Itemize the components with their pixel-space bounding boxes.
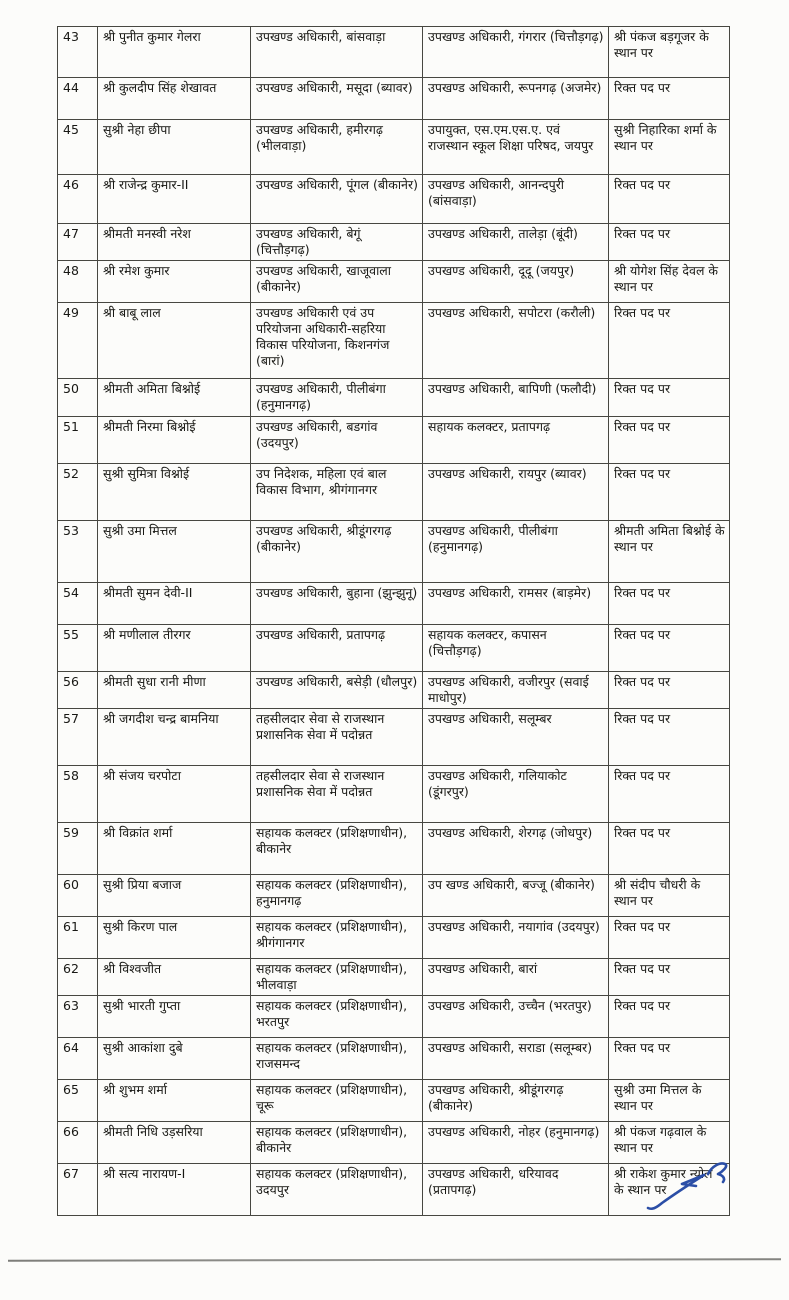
new-post-cell: उपखण्ड अधिकारी, तालेड़ा (बूंदी) — [423, 224, 609, 261]
remark-cell: रिक्त पद पर — [609, 224, 730, 261]
table-row — [58, 175, 730, 224]
new-post-cell: उपायुक्त, एस.एम.एस.ए. एवं राजस्थान स्कूल शिक्षा परिषद, जयपुर — [423, 120, 609, 175]
serial-number-cell: 50 — [58, 379, 98, 417]
table-row — [58, 303, 730, 379]
new-post-cell: उपखण्ड अधिकारी, वजीरपुर (सवाई माधोपुर) — [423, 672, 609, 709]
officer-name-cell: श्री रमेश कुमार — [98, 261, 251, 303]
table-row — [58, 672, 730, 709]
current-post-cell: उपखण्ड अधिकारी, बांसवाड़ा — [251, 27, 423, 78]
new-post-cell: उपखण्ड अधिकारी, दूदू (जयपुर) — [423, 261, 609, 303]
officer-name-cell: श्रीमती मनस्वी नरेश — [98, 224, 251, 261]
serial-number-cell: 49 — [58, 303, 98, 379]
current-post-cell: सहायक कलक्टर (प्रशिक्षणाधीन), भरतपुर — [251, 996, 423, 1038]
current-post-cell: उपखण्ड अधिकारी, मसूदा (ब्यावर) — [251, 78, 423, 120]
page-fold-divider — [8, 1258, 781, 1262]
serial-number-cell: 65 — [58, 1080, 98, 1122]
officer-name-cell: श्रीमती सुधा रानी मीणा — [98, 672, 251, 709]
serial-number-cell: 54 — [58, 583, 98, 625]
serial-number-cell: 48 — [58, 261, 98, 303]
remark-cell: श्री पंकज गढ़वाल के स्थान पर — [609, 1122, 730, 1164]
new-post-cell: उपखण्ड अधिकारी, रामसर (बाड़मेर) — [423, 583, 609, 625]
serial-number-cell: 56 — [58, 672, 98, 709]
serial-number-cell: 62 — [58, 959, 98, 996]
table-row — [58, 521, 730, 583]
current-post-cell: उपखण्ड अधिकारी, पीलीबंगा (हनुमानगढ़) — [251, 379, 423, 417]
serial-number-cell: 59 — [58, 823, 98, 875]
remark-cell: रिक्त पद पर — [609, 303, 730, 379]
signature-ink-icon — [638, 1158, 734, 1220]
officer-name-cell: श्री कुलदीप सिंह शेखावत — [98, 78, 251, 120]
officer-name-cell: श्रीमती सुमन देवी-II — [98, 583, 251, 625]
officer-name-cell: श्रीमती निधि उड़सरिया — [98, 1122, 251, 1164]
officer-name-cell: श्री संजय चरपोटा — [98, 766, 251, 823]
table-row — [58, 917, 730, 959]
current-post-cell: सहायक कलक्टर (प्रशिक्षणाधीन), भीलवाड़ा — [251, 959, 423, 996]
table-row — [58, 625, 730, 672]
remark-cell: श्री राकेश कुमार न्योल के स्थान पर — [609, 1164, 730, 1216]
new-post-cell: उप खण्ड अधिकारी, बज्जू (बीकानेर) — [423, 875, 609, 917]
current-post-cell: उपखण्ड अधिकारी, श्रीडूंगरगढ़ (बीकानेर) — [251, 521, 423, 583]
remark-cell: रिक्त पद पर — [609, 417, 730, 464]
table-row — [58, 224, 730, 261]
remark-cell: श्री संदीप चौधरी के स्थान पर — [609, 875, 730, 917]
current-post-cell: उपखण्ड अधिकारी, प्रतापगढ़ — [251, 625, 423, 672]
new-post-cell: उपखण्ड अधिकारी, गंगरार (चित्तौड़गढ़) — [423, 27, 609, 78]
officer-name-cell: सुश्री प्रिया बजाज — [98, 875, 251, 917]
table-row — [58, 1164, 730, 1216]
officer-name-cell: सुश्री उमा मित्तल — [98, 521, 251, 583]
serial-number-cell: 55 — [58, 625, 98, 672]
current-post-cell: उपखण्ड अधिकारी, बसेड़ी (धौलपुर) — [251, 672, 423, 709]
new-post-cell: उपखण्ड अधिकारी, आनन्दपुरी (बांसवाड़ा) — [423, 175, 609, 224]
serial-number-cell: 60 — [58, 875, 98, 917]
table-row — [58, 959, 730, 996]
new-post-cell: सहायक कलक्टर, कपासन (चित्तौड़गढ़) — [423, 625, 609, 672]
serial-number-cell: 51 — [58, 417, 98, 464]
officer-name-cell: श्री राजेन्द्र कुमार-II — [98, 175, 251, 224]
serial-number-cell: 63 — [58, 996, 98, 1038]
remark-cell: रिक्त पद पर — [609, 175, 730, 224]
officer-name-cell: सुश्री किरण पाल — [98, 917, 251, 959]
current-post-cell: उपखण्ड अधिकारी, बेगूं (चित्तौड़गढ़) — [251, 224, 423, 261]
current-post-cell: सहायक कलक्टर (प्रशिक्षणाधीन), बीकानेर — [251, 823, 423, 875]
officer-name-cell: श्री शुभम शर्मा — [98, 1080, 251, 1122]
table-row — [58, 1080, 730, 1122]
transfer-order-rows — [58, 27, 730, 1216]
officer-name-cell: सुश्री आकांशा दुबे — [98, 1038, 251, 1080]
serial-number-cell: 66 — [58, 1122, 98, 1164]
remark-cell: रिक्त पद पर — [609, 583, 730, 625]
new-post-cell: उपखण्ड अधिकारी, बापिणी (फलौदी) — [423, 379, 609, 417]
remark-cell: रिक्त पद पर — [609, 823, 730, 875]
remark-cell: रिक्त पद पर — [609, 625, 730, 672]
table-row — [58, 417, 730, 464]
serial-number-cell: 43 — [58, 27, 98, 78]
remark-cell: रिक्त पद पर — [609, 959, 730, 996]
officer-name-cell: सुश्री भारती गुप्ता — [98, 996, 251, 1038]
serial-number-cell: 61 — [58, 917, 98, 959]
current-post-cell: तहसीलदार सेवा से राजस्थान प्रशासनिक सेवा में पदोन्नत — [251, 766, 423, 823]
officer-name-cell: श्री जगदीश चन्द्र बामनिया — [98, 709, 251, 766]
table-row — [58, 766, 730, 823]
current-post-cell: उपखण्ड अधिकारी, हमीरगढ़ (भीलवाड़ा) — [251, 120, 423, 175]
officer-name-cell: श्री सत्य नारायण-I — [98, 1164, 251, 1216]
remark-cell: रिक्त पद पर — [609, 78, 730, 120]
remark-cell: श्रीमती अमिता बिश्नोई के स्थान पर — [609, 521, 730, 583]
new-post-cell: उपखण्ड अधिकारी, सराडा (सलूम्बर) — [423, 1038, 609, 1080]
serial-number-cell: 44 — [58, 78, 98, 120]
current-post-cell: उपखण्ड अधिकारी, पूंगल (बीकानेर) — [251, 175, 423, 224]
remark-cell: रिक्त पद पर — [609, 709, 730, 766]
remark-cell: रिक्त पद पर — [609, 1038, 730, 1080]
current-post-cell: सहायक कलक्टर (प्रशिक्षणाधीन), हनुमानगढ़ — [251, 875, 423, 917]
current-post-cell: उप निदेशक, महिला एवं बाल विकास विभाग, श्रीगंगानगर — [251, 464, 423, 521]
remark-cell: रिक्त पद पर — [609, 464, 730, 521]
current-post-cell: तहसीलदार सेवा से राजस्थान प्रशासनिक सेवा में पदोन्नत — [251, 709, 423, 766]
new-post-cell: उपखण्ड अधिकारी, रूपनगढ़ (अजमेर) — [423, 78, 609, 120]
table-row — [58, 261, 730, 303]
officer-name-cell: श्री बाबू लाल — [98, 303, 251, 379]
table-row — [58, 379, 730, 417]
serial-number-cell: 52 — [58, 464, 98, 521]
officer-name-cell: श्री विश्वजीत — [98, 959, 251, 996]
new-post-cell: उपखण्ड अधिकारी, धरियावद (प्रतापगढ़) — [423, 1164, 609, 1216]
new-post-cell: उपखण्ड अधिकारी, नोहर (हनुमानगढ़) — [423, 1122, 609, 1164]
table-row — [58, 583, 730, 625]
new-post-cell: उपखण्ड अधिकारी, बारां — [423, 959, 609, 996]
serial-number-cell: 47 — [58, 224, 98, 261]
remark-cell: रिक्त पद पर — [609, 996, 730, 1038]
new-post-cell: सहायक कलक्टर, प्रतापगढ़ — [423, 417, 609, 464]
serial-number-cell: 46 — [58, 175, 98, 224]
table-row — [58, 120, 730, 175]
current-post-cell: उपखण्ड अधिकारी एवं उप परियोजना अधिकारी-सहरिया विकास परियोजना, किशनगंज (बारां) — [251, 303, 423, 379]
table-row — [58, 996, 730, 1038]
new-post-cell: उपखण्ड अधिकारी, सलूम्बर — [423, 709, 609, 766]
new-post-cell: उपखण्ड अधिकारी, श्रीडूंगरगढ़ (बीकानेर) — [423, 1080, 609, 1122]
remark-cell: रिक्त पद पर — [609, 379, 730, 417]
current-post-cell: उपखण्ड अधिकारी, खाजूवाला (बीकानेर) — [251, 261, 423, 303]
table-row — [58, 709, 730, 766]
table-row — [58, 823, 730, 875]
serial-number-cell: 45 — [58, 120, 98, 175]
current-post-cell: उपखण्ड अधिकारी, बडगांव (उदयपुर) — [251, 417, 423, 464]
current-post-cell: सहायक कलक्टर (प्रशिक्षणाधीन), राजसमन्द — [251, 1038, 423, 1080]
officer-name-cell: श्री विक्रांत शर्मा — [98, 823, 251, 875]
current-post-cell: सहायक कलक्टर (प्रशिक्षणाधीन), चूरू — [251, 1080, 423, 1122]
officer-name-cell: श्री पुनीत कुमार गेलरा — [98, 27, 251, 78]
remark-cell: रिक्त पद पर — [609, 917, 730, 959]
serial-number-cell: 64 — [58, 1038, 98, 1080]
current-post-cell: सहायक कलक्टर (प्रशिक्षणाधीन), बीकानेर — [251, 1122, 423, 1164]
new-post-cell: उपखण्ड अधिकारी, उच्चैन (भरतपुर) — [423, 996, 609, 1038]
officer-name-cell: श्री मणीलाल तीरगर — [98, 625, 251, 672]
table-row — [58, 1038, 730, 1080]
officer-name-cell: श्रीमती निरमा बिश्नोई — [98, 417, 251, 464]
current-post-cell: सहायक कलक्टर (प्रशिक्षणाधीन), उदयपुर — [251, 1164, 423, 1216]
table-row — [58, 875, 730, 917]
remark-cell: सुश्री निहारिका शर्मा के स्थान पर — [609, 120, 730, 175]
new-post-cell: उपखण्ड अधिकारी, शेरगढ़ (जोधपुर) — [423, 823, 609, 875]
table-row — [58, 1122, 730, 1164]
remark-cell: श्री पंकज बड़गूजर के स्थान पर — [609, 27, 730, 78]
new-post-cell: उपखण्ड अधिकारी, पीलीबंगा (हनुमानगढ़) — [423, 521, 609, 583]
new-post-cell: उपखण्ड अधिकारी, नयागांव (उदयपुर) — [423, 917, 609, 959]
transfer-order-table — [57, 26, 730, 1216]
remark-cell: सुश्री उमा मित्तल के स्थान पर — [609, 1080, 730, 1122]
officer-name-cell: सुश्री सुमित्रा विश्नोई — [98, 464, 251, 521]
serial-number-cell: 58 — [58, 766, 98, 823]
officer-name-cell: श्रीमती अमिता बिश्नोई — [98, 379, 251, 417]
remark-cell: श्री योगेश सिंह देवल के स्थान पर — [609, 261, 730, 303]
table-row — [58, 27, 730, 78]
table-row — [58, 78, 730, 120]
serial-number-cell: 57 — [58, 709, 98, 766]
new-post-cell: उपखण्ड अधिकारी, रायपुर (ब्यावर) — [423, 464, 609, 521]
new-post-cell: उपखण्ड अधिकारी, गलियाकोट (डूंगरपुर) — [423, 766, 609, 823]
remark-cell: रिक्त पद पर — [609, 766, 730, 823]
current-post-cell: सहायक कलक्टर (प्रशिक्षणाधीन), श्रीगंगानगर — [251, 917, 423, 959]
serial-number-cell: 53 — [58, 521, 98, 583]
table-row — [58, 464, 730, 521]
officer-name-cell: सुश्री नेहा छीपा — [98, 120, 251, 175]
current-post-cell: उपखण्ड अधिकारी, बुहाना (झुन्झुनू) — [251, 583, 423, 625]
serial-number-cell: 67 — [58, 1164, 98, 1216]
new-post-cell: उपखण्ड अधिकारी, सपोटरा (करौली) — [423, 303, 609, 379]
remark-cell: रिक्त पद पर — [609, 672, 730, 709]
